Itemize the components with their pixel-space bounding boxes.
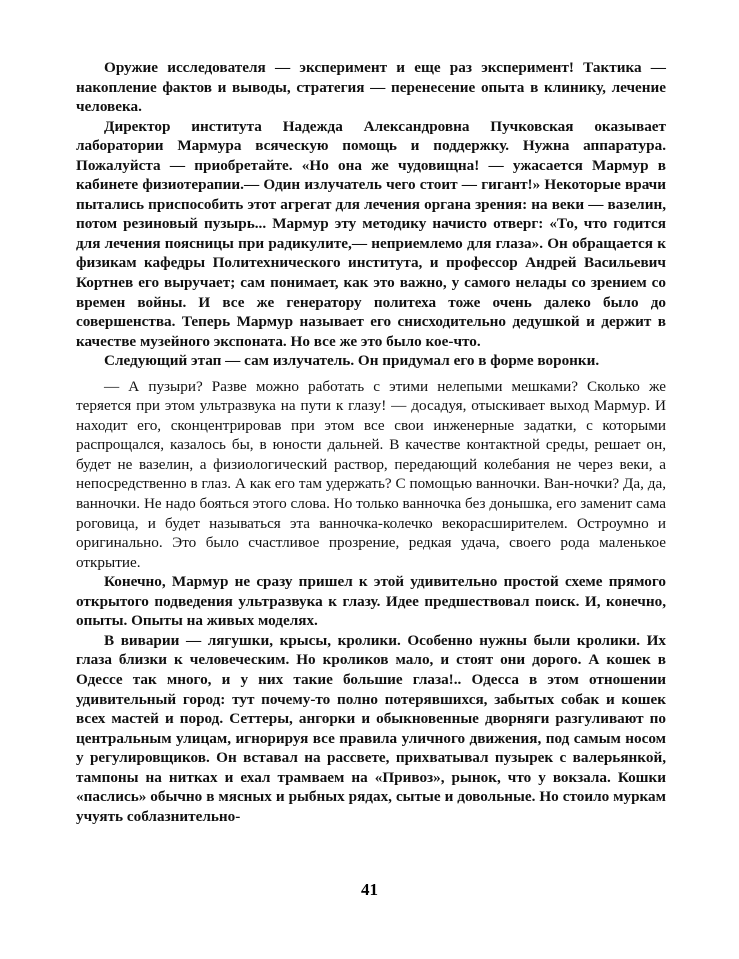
paragraph-5: Конечно, Мармур не сразу пришел к этой удивительно простой схеме прямого открытого подведения ультразвука к глазу. Идее предшествовал поиск. И, конечно, опыты. Опыты на живых моделях. [76, 573, 666, 630]
paragraph-3: Следующий этап — сам излучатель. Он придумал его в форме воронки. [104, 352, 600, 370]
paragraph-6: В виварии — лягушки, крысы, кролики. Особенно нужны были кролики. Их глаза близки к человеческим. Но кроликов мало, и стоят они дорого. А кошек в Одессе так много, и у них такие большие глаза!.. Одесса в этом отношении удивительный город: тут почему-то полно потерявшихся, забытых собак и кошек всех мастей и пород. Сеттеры, ангорки и обыкновенные дворняги разгуливают по центральным улицам, игнорируя все правила уличного движения, под самым носом у регулировщиков. Он вставал на рассвете, прихватывал пузырек с валерьянкой, тампоны на нитках и ехал трамваем на «Привоз», рынок, что у вокзала. Кошки «паслись» обычно в мясных и рыбных рядах, сытые и довольные. Но стоило муркам учуять соблазнительно- [76, 631, 666, 825]
book-page [76, 58, 666, 826]
page-number: 41 [361, 880, 378, 899]
paragraph-2: Директор института Надежда Александровна Пучковская оказывает лаборатории Мармура всяческую помощь и поддержку. Нужна аппаратура. Пожалуйста — приобретайте. «Но она же чудовищна! — ужасается Мармур в кабинете физиотерапии.— Один излучатель чего стоит — гигант!» Некоторые врачи пытались приспособить этот агрегат для лечения органа зрения: на веки — вазелин, потом резиновый пузырь... Мармур эту методику начисто отверг: «То, что годится для лечения поясницы при радикулите,— неприемлемо для глаза». Он обращается к физикам кафедры Политехнического института, и профессор Андрей Васильевич Кортнев его выручает; сам понимает, как это важно, у самого нелады со зрением со времен войны. И все же генератору политеха тоже очень далеко было до совершенства. Теперь Мармур называет его снисходительно дедушкой и держит в качестве музейного экспоната. Но все же это было кое-что. [76, 117, 666, 350]
paragraph-4: — А пузыри? Разве можно работать с этими нелепыми мешками? Сколько же теряется при этом ультразвука на пути к глазу! — досадуя, отыскивает выход Мармур. И находит его, сконцентрировав при этом все свои инженерные задатки, с которыми распрощался, казалось бы, в юности дальней. В качестве контактной среды, решает он, будет не вазелин, а физиологический раствор, передающий колебания не через веки, а непосредственно в глаз. А как его там удержать? С помощью ванночки. Ван-ночки? Да, да, ванночки. Не надо бояться этого слова. Но только ванночка без донышка, его заменит сама роговица, и будет называться эта ванночка-колечко векорасширителем. Остроумно и оригинально. Это было счастливое прозрение, редкая удача, своего рода маленькое открытие. [76, 377, 666, 571]
paragraph-1: Оружие исследователя — эксперимент и еще раз эксперимент! Тактика — накопление фактов и выводы, стратегия — перенесение опыта в клинику, лечение человека. [76, 59, 666, 116]
